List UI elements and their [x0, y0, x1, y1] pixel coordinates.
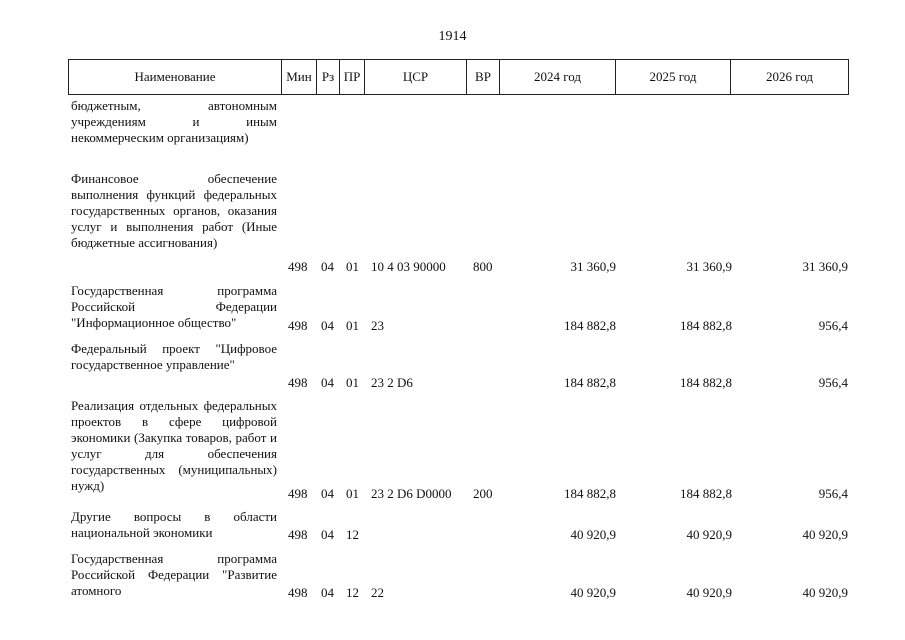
row-2025: 40 920,9	[686, 585, 732, 600]
row-name: Реализация отдельных федеральных проектов в сфере цифровой экономики (Закупка товаров, работ и услуг для обеспечения государственных (муниципальных) нужд)	[71, 398, 277, 493]
row-2024: 184 882,8	[564, 375, 616, 390]
row-2026: 956,4	[818, 318, 848, 333]
row-2026: 40 920,9	[802, 527, 848, 542]
header-rz: Рз	[316, 60, 339, 94]
row-rz: 04	[321, 375, 334, 390]
row-csr: 23	[371, 318, 384, 333]
row-csr: 23 2 D6 D0000	[371, 486, 452, 501]
page-number: 1914	[438, 29, 467, 44]
row-2024: 40 920,9	[570, 527, 616, 542]
row-2025: 184 882,8	[680, 486, 732, 501]
row-vr: 800	[473, 259, 493, 274]
row-min: 498	[288, 259, 308, 274]
row-2026: 31 360,9	[802, 259, 848, 274]
row-2024: 184 882,8	[564, 318, 616, 333]
row-name: Другие вопросы в области национальной экономики	[71, 509, 277, 540]
row-name: Государственная программа Российской Федерации "Развитие атомного	[71, 551, 277, 598]
row-pr: 01	[346, 375, 359, 390]
row-2026: 956,4	[818, 486, 848, 501]
table-header	[68, 59, 849, 95]
row-2024: 184 882,8	[564, 486, 616, 501]
row-rz: 04	[321, 318, 334, 333]
header-name: Наименование	[134, 69, 216, 84]
header-2024: 2024 год	[499, 60, 615, 94]
row-pr: 01	[346, 259, 359, 274]
row-2025: 31 360,9	[686, 259, 732, 274]
row-2025: 184 882,8	[680, 318, 732, 333]
row-rz: 04	[321, 486, 334, 501]
row-pr: 01	[346, 318, 359, 333]
header-2025: 2025 год	[615, 60, 730, 94]
row-csr: 10 4 03 90000	[371, 259, 446, 274]
row-pr: 12	[346, 585, 359, 600]
row-min: 498	[288, 527, 308, 542]
row-csr: 23 2 D6	[371, 375, 413, 390]
row-2025: 184 882,8	[680, 375, 732, 390]
row-min: 498	[288, 585, 308, 600]
row-min: 498	[288, 375, 308, 390]
row-rz: 04	[321, 585, 334, 600]
row-min: 498	[288, 318, 308, 333]
row-name: Финансовое обеспечение выполнения функций федеральных государственных органов, оказания услуг и выполнения работ (Иные бюджетные ассигнования)	[71, 171, 277, 250]
row-vr: 200	[473, 486, 493, 501]
header-csr: ЦСР	[364, 60, 466, 94]
row-2024: 31 360,9	[570, 259, 616, 274]
header-2026: 2026 год	[730, 60, 848, 94]
row-name: Федеральный проект "Цифровое государственное управление"	[71, 341, 277, 372]
row-2025: 40 920,9	[686, 527, 732, 542]
header-min: Мин	[281, 60, 316, 94]
row-2026: 956,4	[818, 375, 848, 390]
row-2026: 40 920,9	[802, 585, 848, 600]
row-rz: 04	[321, 259, 334, 274]
row-name: Государственная программа Российской Федерации "Информационное общество"	[71, 283, 277, 330]
row-2024: 40 920,9	[570, 585, 616, 600]
row-min: 498	[288, 486, 308, 501]
row-csr: 22	[371, 585, 384, 600]
row-name: бюджетным, автономным учреждениям и иным некоммерческим организациям)	[71, 98, 277, 145]
row-pr: 12	[346, 527, 359, 542]
header-vr: ВР	[466, 60, 499, 94]
header-pr: ПР	[339, 60, 364, 94]
row-rz: 04	[321, 527, 334, 542]
row-pr: 01	[346, 486, 359, 501]
